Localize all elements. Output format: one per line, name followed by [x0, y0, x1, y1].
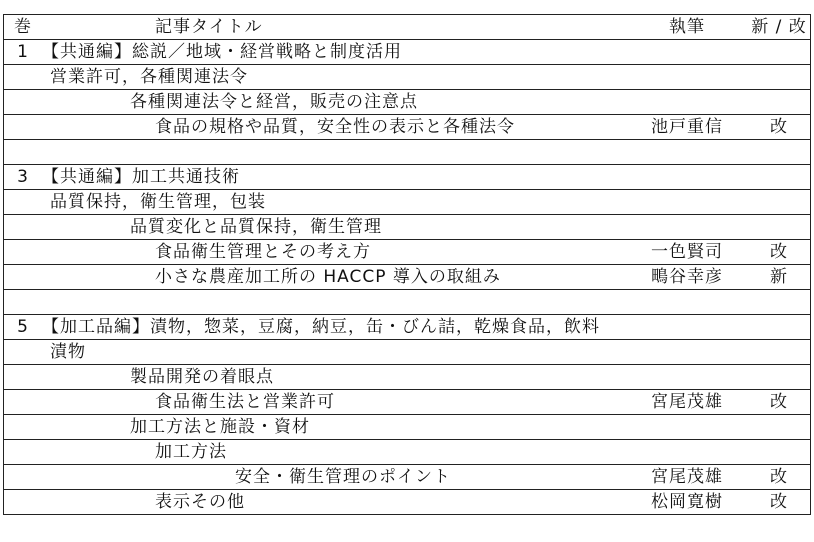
table-row [4, 190, 810, 215]
table-row [4, 365, 810, 390]
table-row [4, 90, 810, 115]
table-row [4, 265, 810, 290]
table-row [4, 415, 810, 440]
subchapter-title: 加工方法と施設・資材 [130, 417, 310, 437]
volume-number: 1 [17, 42, 29, 62]
table-header-row [4, 15, 810, 40]
topic-title: 加工方法 [155, 442, 227, 462]
chapter-title: 営業許可，各種関連法令 [50, 67, 248, 87]
section-title: 【共通編】加工共通技術 [42, 167, 240, 187]
table-row [4, 315, 810, 340]
status-flag: 改 [770, 242, 788, 262]
table-row [4, 165, 810, 190]
status-flag: 改 [770, 492, 788, 512]
author-name: 宮尾茂雄 [651, 392, 723, 412]
blank-row [4, 140, 810, 165]
subchapter-title: 品質変化と品質保持，衛生管理 [130, 217, 382, 237]
author-column-header: 執筆 [669, 17, 705, 37]
status-flag: 改 [770, 117, 788, 137]
table-row [4, 240, 810, 265]
author-name: 池戸重信 [651, 117, 723, 137]
chapter-title: 漬物 [50, 342, 86, 362]
article-title: 食品衛生管理とその考え方 [155, 242, 371, 262]
title-column-header: 記事タイトル [155, 17, 263, 37]
volume-number: 3 [17, 167, 29, 187]
author-name: 一色賢司 [651, 242, 723, 262]
status-flag: 新 [770, 267, 788, 287]
subchapter-title: 製品開発の着眼点 [130, 367, 274, 387]
article-title: 食品の規格や品質，安全性の表示と各種法令 [155, 117, 515, 137]
table-row [4, 115, 810, 140]
table-row [4, 65, 810, 90]
subchapter-title: 各種関連法令と経営，販売の注意点 [130, 92, 418, 112]
table-row [4, 340, 810, 365]
author-name: 宮尾茂雄 [651, 467, 723, 487]
table-row [4, 440, 810, 465]
table-row [4, 40, 810, 65]
author-name: 松岡寛樹 [651, 492, 723, 512]
status-flag: 改 [770, 392, 788, 412]
article-title: 表示その他 [155, 492, 245, 512]
volume-column-header: 巻 [14, 17, 32, 37]
blank-row [4, 290, 810, 315]
article-title: 安全・衛生管理のポイント [235, 467, 451, 487]
article-table [3, 14, 811, 515]
status-flag: 改 [770, 467, 788, 487]
table-row [4, 465, 810, 490]
article-title: 小さな農産加工所の HACCP 導入の取組み [155, 267, 501, 287]
article-title: 食品衛生法と営業許可 [155, 392, 335, 412]
table-row [4, 390, 810, 415]
table-row [4, 215, 810, 240]
chapter-title: 品質保持，衛生管理，包装 [50, 192, 266, 212]
status-column-header: 新 / 改 [751, 17, 807, 37]
author-name: 鴫谷幸彦 [651, 267, 723, 287]
section-title: 【共通編】総説／地域・経営戦略と制度活用 [42, 42, 402, 62]
table-row [4, 490, 810, 515]
section-title: 【加工品編】漬物，惣菜，豆腐，納豆，缶・びん詰，乾燥食品，飲料 [42, 317, 600, 337]
volume-number: 5 [17, 317, 29, 337]
